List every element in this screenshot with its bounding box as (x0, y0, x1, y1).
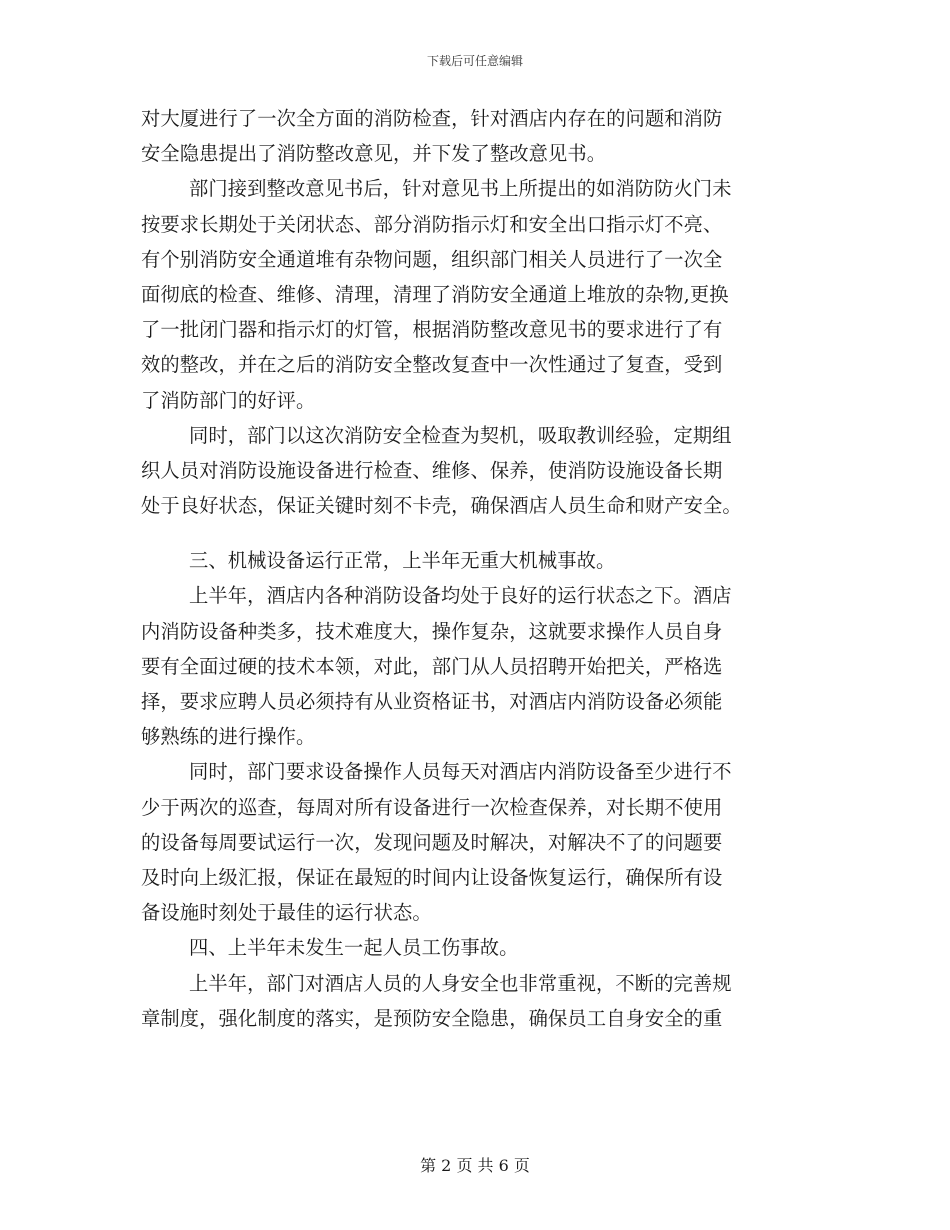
text-line: 织人员对消防设施设备进行检查、维修、保养，使消防设施设备长期 (141, 458, 723, 482)
text-line: 安全隐患提出了消防整改意见，并下发了整改意见书。 (141, 142, 607, 166)
paragraph (141, 966, 813, 1036)
paragraph (141, 578, 813, 754)
text-line: 处于良好状态，保证关键时刻不卡壳，确保酒店人员生命和财产安全。 (141, 494, 742, 518)
text-line: 够熟练的进行操作。 (141, 725, 316, 749)
paragraph (141, 101, 813, 171)
text-line: 效的整改，并在之后的消防安全整改复查中一次性通过了复查，受到 (141, 353, 723, 377)
text-line: 及时向上级汇报，保证在最短的时间内让设备恢复运行，确保所有设 (141, 865, 723, 889)
text-line: 对大厦进行了一次全方面的消防检查，针对酒店内存在的问题和消防 (141, 107, 723, 130)
text-line: 上半年，酒店内各种消防设备均处于良好的运行状态之下。酒店 (189, 584, 732, 608)
text-line: 面彻底的检查、维修、清理，清理了消防安全通道上堆放的杂物,更换 (141, 282, 729, 306)
paragraph (141, 754, 813, 930)
text-line: 同时，部门要求设备操作人员每天对酒店内消防设备至少进行不 (189, 760, 732, 784)
text-line: 内消防设备种类多，技术难度大，操作复杂，这就要求操作人员自身 (141, 619, 723, 643)
text-line: 章制度，强化制度的落实，是预防安全隐患，确保员工自身安全的重 (141, 1006, 723, 1030)
paragraph (141, 930, 813, 965)
text-line: 要有全面过硬的技术本领，对此，部门从人员招聘开始把关，严格选 (141, 654, 723, 678)
text-line: 部门接到整改意见书后，针对意见书上所提出的如消防防火门未 (189, 177, 732, 201)
text-line: 择，要求应聘人员必须持有从业资格证书，对酒店内消防设备必须能 (141, 690, 723, 713)
paragraph (141, 418, 813, 524)
text-line: 了消防部门的好评。 (141, 388, 316, 412)
text-line: 了一批闭门器和指示灯的灯管，根据消防整改意见书的要求进行了有 (141, 318, 723, 342)
paragraph (141, 171, 813, 417)
text-line: 有个别消防安全通道堆有杂物问题，组织部门相关人员进行了一次全 (141, 247, 723, 271)
page-footer: 第 2 页 共 6 页 (420, 1156, 530, 1175)
text-line: 四、上半年未发生一起人员工伤事故。 (189, 936, 519, 960)
document-body (141, 101, 813, 1036)
paragraph (141, 543, 813, 578)
text-line: 按要求长期处于关闭状态、部分消防指示灯和安全出口指示灯不亮、 (141, 212, 723, 236)
text-line: 三、机械设备运行正常，上半年无重大机械事故。 (189, 549, 616, 573)
page-header: 下载后可任意编辑 (426, 54, 523, 68)
text-line: 同时，部门以这次消防安全检查为契机，吸取教训经验，定期组 (189, 423, 732, 447)
text-line: 的设备每周要试运行一次，发现问题及时解决，对解决不了的问题要 (141, 830, 723, 854)
text-line: 少于两次的巡查，每周对所有设备进行一次检查保养，对长期不使用 (141, 795, 723, 819)
text-line: 备设施时刻处于最佳的运行状态。 (141, 901, 432, 925)
text-line: 上半年，部门对酒店人员的人身安全也非常重视，不断的完善规 (189, 971, 732, 995)
